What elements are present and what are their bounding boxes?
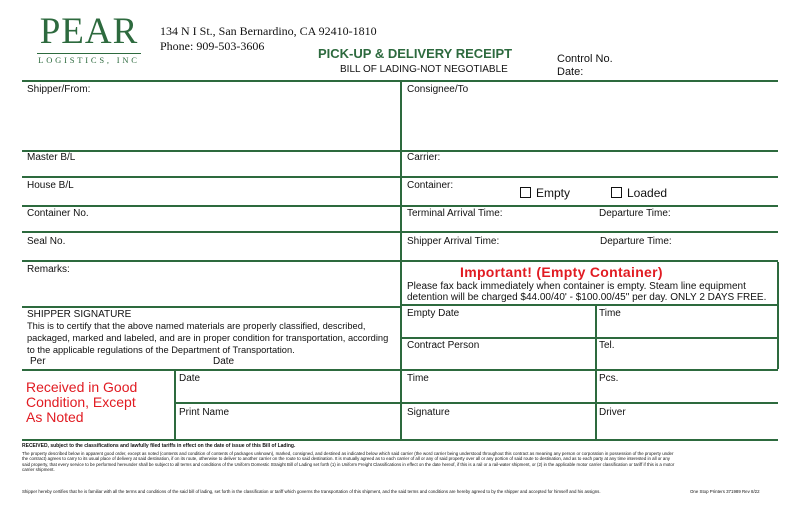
tel-label: Tel.: [599, 340, 615, 351]
empty-checkbox-label: Empty: [536, 186, 571, 200]
company-address: 134 N I St., San Bernardino, CA 92410-1810: [160, 24, 377, 38]
terms-line-1: The property described below in apparent good order, except as noted (contents and condition of contents of packages unknown), marked, consigned, and destined as indicated below which said carrier (the word carrier being understood throughout this contract as meaning any person or corporation in possession of the property under: [22, 450, 674, 456]
printer-credit: One Stop Printers 371989 Rev 8/22: [690, 489, 760, 494]
terms-certification: Shipper hereby certifies that he is familiar with all the terms and conditions of the said bill of lading, set forth in the classification or tariff which governs the transportation of this shipment, and the said terms and conditions are hereby agreed to by the shipper and accepted for himself and his assigns.: [22, 489, 601, 494]
bottom-date-label: Date: [179, 373, 201, 384]
loaded-checkbox[interactable]: [611, 186, 667, 200]
driver-label: Driver: [599, 407, 626, 418]
company-phone: Phone: 909-503-3606: [160, 39, 265, 53]
pcs-label: Pcs.: [599, 373, 619, 384]
bottom-time-label: Time: [407, 373, 429, 384]
page-title: PICK-UP & DELIVERY RECEIPT: [318, 46, 513, 61]
company-name: PEAR: [39, 11, 139, 52]
signature-date-label: Date: [213, 356, 235, 367]
received-line-3: As Noted: [26, 409, 84, 425]
departure-time-label-2: Departure Time:: [600, 236, 672, 247]
terms-line-3: said property, that every service to be performed hereunder shall be subject to all terms and conditions of the Uniform Domestic Straight Bill of Lading set forth (1) in Uniform Freight Classifications in effect on the date hereof, if this is a rail or a rail-water shipment, or (2) in the applicable motor carrier classification or tariff if this is a motor: [22, 461, 675, 467]
seal-no-label: Seal No.: [27, 236, 66, 247]
bottom-signature-label: Signature: [407, 407, 450, 418]
received-line-2: Condition, Except: [26, 394, 136, 410]
signature-line-2: packaged, marked and labeled, and are in proper condition for transportation, according: [27, 333, 389, 343]
company-subname: LOGISTICS, INC: [38, 55, 140, 65]
shipper-signature-heading: SHIPPER SIGNATURE: [27, 309, 132, 320]
terms-heading: RECEIVED, subject to the classifications and lawfully filed tariffs in effect on the date of issue of this Bill of Lading.: [22, 443, 296, 449]
page-subtitle: BILL OF LADING-NOT NEGOTIABLE: [340, 64, 508, 75]
important-line-1: Please fax back immediately when container is empty. Steam line equipment: [407, 281, 746, 292]
important-line-2: detention will be charged $44.00/40' - $100.00/45" per day. ONLY 2 DAYS FREE.: [407, 292, 767, 303]
empty-checkbox-box[interactable]: [520, 187, 531, 198]
signature-line-3: to the applicable regulations of the Department of Transportation.: [27, 345, 295, 355]
carrier-label: Carrier:: [407, 152, 441, 163]
company-logo: [34, 11, 144, 65]
shipper-from-label: Shipper/From:: [27, 84, 91, 95]
master-bl-label: Master B/L: [27, 152, 76, 163]
loaded-checkbox-label: Loaded: [627, 186, 668, 200]
print-name-label: Print Name: [179, 407, 230, 418]
terminal-arrival-label: Terminal Arrival Time:: [407, 208, 503, 219]
departure-time-label-1: Departure Time:: [599, 208, 671, 219]
empty-time-label: Time: [599, 308, 621, 319]
remarks-label: Remarks:: [27, 264, 70, 275]
header-date-label: Date:: [557, 66, 584, 78]
signature-line-1: This is to certify that the above named materials are properly classified, described,: [27, 321, 366, 331]
container-label: Container:: [407, 180, 454, 191]
consignee-to-label: Consignee/To: [407, 84, 469, 95]
terms-line-4: carrier shipment.: [22, 467, 55, 473]
per-label: Per: [30, 356, 46, 367]
loaded-checkbox-box[interactable]: [611, 187, 622, 198]
empty-date-label: Empty Date: [407, 308, 460, 319]
shipper-arrival-label: Shipper Arrival Time:: [407, 236, 500, 247]
terms-text: [22, 444, 778, 473]
contract-person-label: Contract Person: [407, 340, 480, 351]
empty-checkbox[interactable]: [520, 186, 570, 200]
important-title: Important! (Empty Container): [460, 264, 663, 280]
container-no-label: Container No.: [27, 208, 89, 219]
received-line-1: Received in Good: [26, 379, 138, 395]
house-bl-label: House B/L: [27, 180, 74, 191]
received-note: [26, 380, 137, 425]
control-no-label: Control No.: [557, 53, 613, 65]
terms-line-2: the contract) agrees to carry to its usual place of delivery at said destination, if on its route, otherwise to deliver to another carrier on the route to said destination. It is mutually agreed as to each carrier of all or any of said property over all or any portion of said route to destination, and as to each party at any time interested in all or any: [22, 456, 670, 462]
